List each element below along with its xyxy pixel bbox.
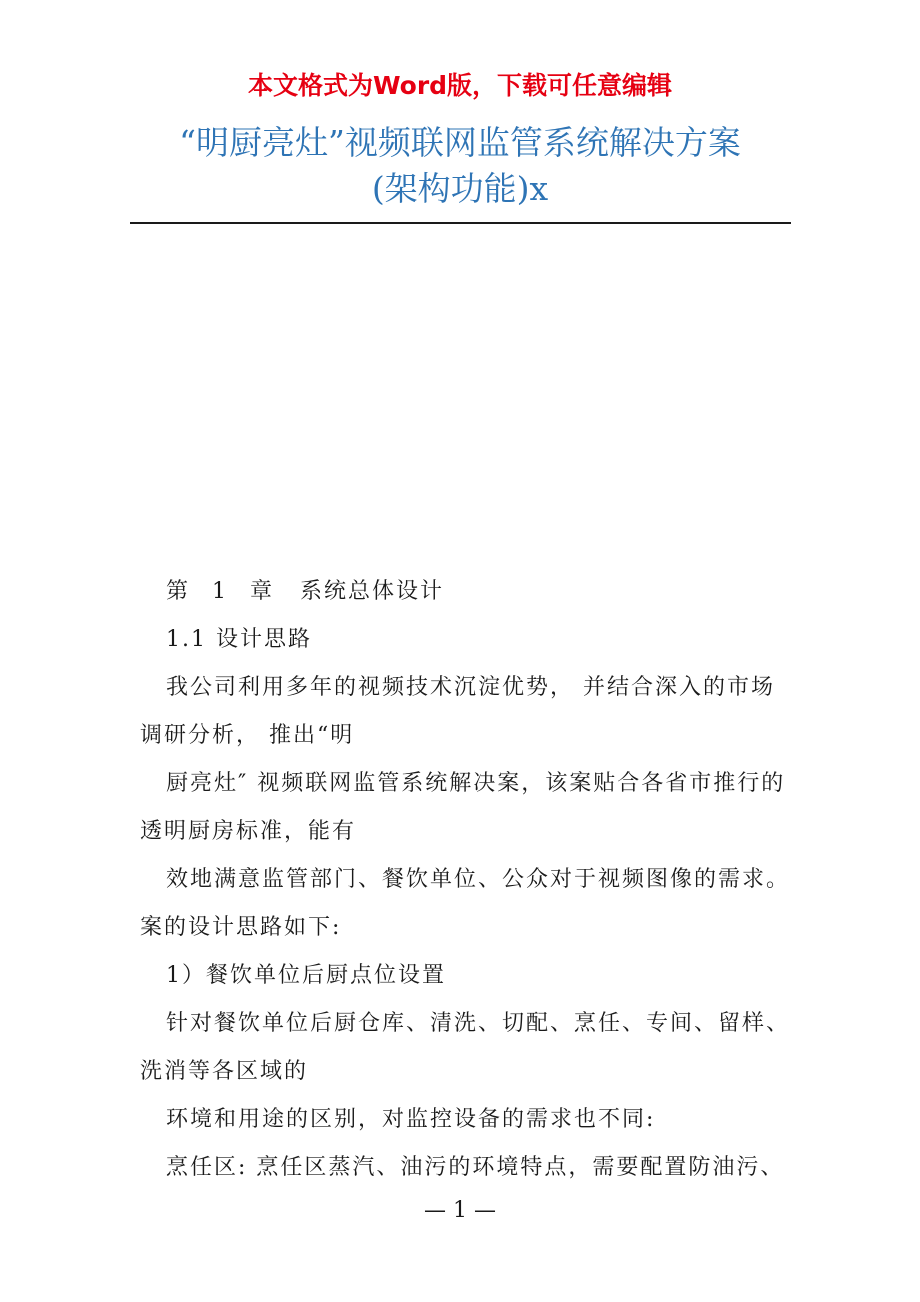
chapter-label-di: 第 xyxy=(166,579,191,604)
body-paragraph: 环境和用途的区别，对监控设备的需求也不同: xyxy=(166,1107,656,1132)
page-number: — 1 — xyxy=(424,1198,496,1223)
section-heading: 1.1 设计思路 xyxy=(166,627,312,652)
document-title xyxy=(0,120,920,212)
body-paragraph: 我公司利用多年的视频技术沉淀优势， 并结合深入的市场调研分析， 推出“明 xyxy=(140,675,775,748)
body-paragraph: 针对餐饮单位后厨仓库、清洗、切配、烹任、专间、留样、洗消等各区域的 xyxy=(140,1011,791,1084)
title-line-2: (架构功能)x xyxy=(371,169,549,208)
document-body xyxy=(140,568,790,1192)
title-divider xyxy=(130,222,791,224)
chapter-label-zhang: 章 xyxy=(250,579,275,604)
chapter-number: 1 xyxy=(212,579,229,604)
subsection-heading: 1）餐饮单位后厨点位设置 xyxy=(166,963,446,988)
body-paragraph: 烹任区: 烹任区蒸汽、油污的环境特点，需要配置防油污、 xyxy=(166,1155,785,1180)
body-paragraph: 效地满意监管部门、餐饮单位、公众对于视频图像的需求。案的设计思路如下: xyxy=(140,867,791,940)
chapter-name: 系统总体设计 xyxy=(300,579,445,604)
format-banner: 本文格式为Word版，下载可任意编辑 xyxy=(247,71,673,100)
body-paragraph: 厨亮灶″ 视频联网监管系统解决案，该案贴合各省市推行的透明厨房标准，能有 xyxy=(140,771,786,844)
title-line-1: “明厨亮灶”视频联网监管系统解决方案 xyxy=(179,123,741,162)
